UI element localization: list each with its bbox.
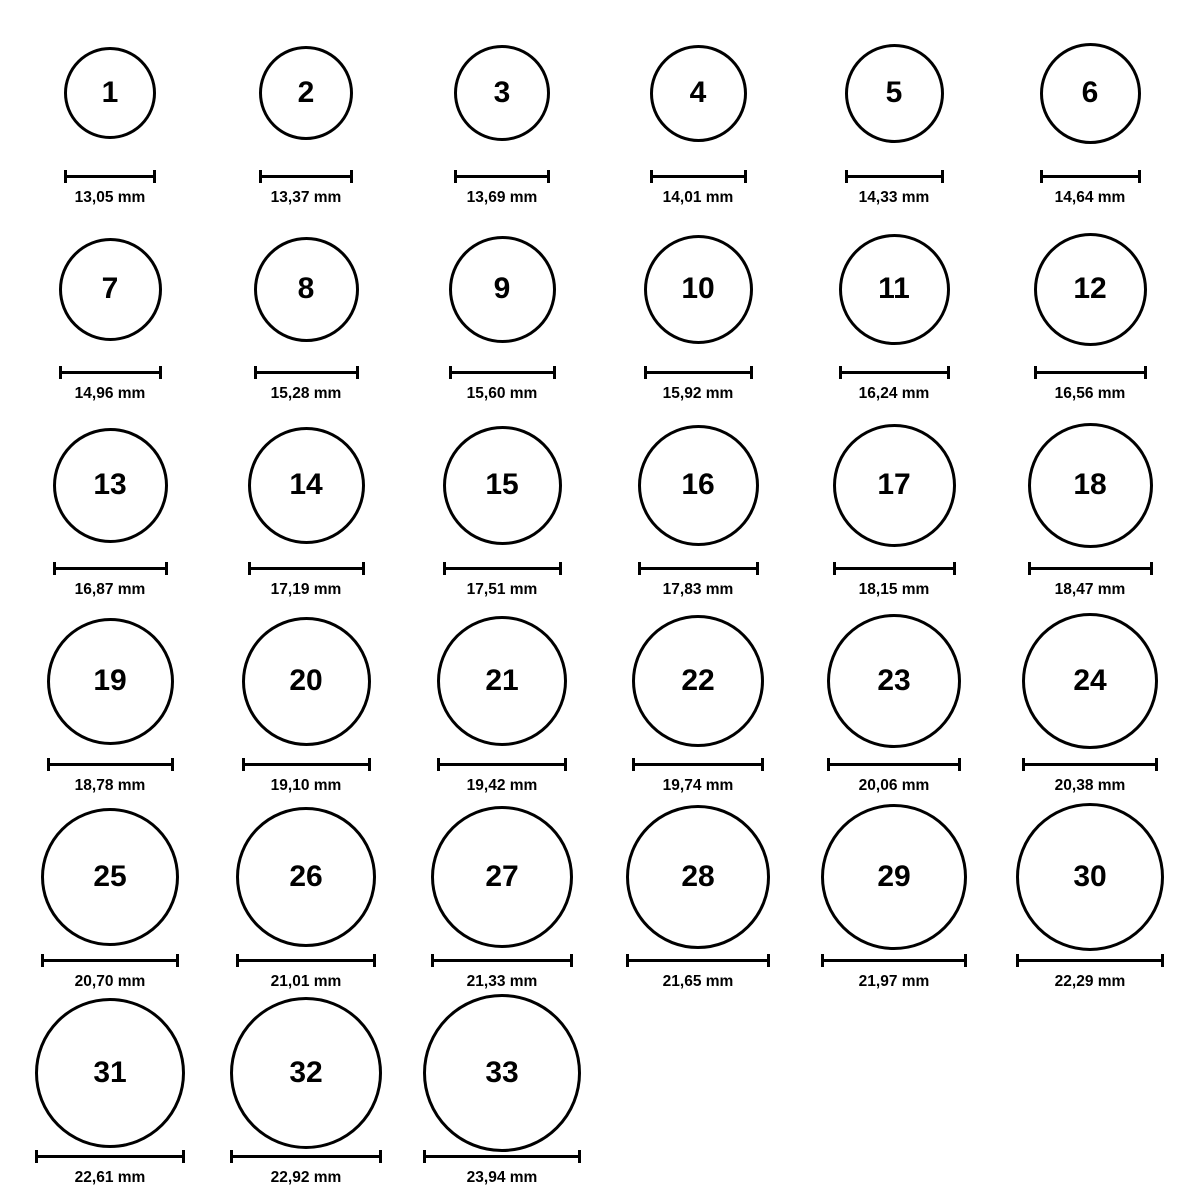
ring-circle-outline-icon [833,424,956,547]
ring-size-number: 4 [689,76,707,109]
circle-wrap [827,606,961,756]
diameter-label: 19,74 mm [662,777,734,794]
diameter-ruler-icon [59,366,162,378]
ring-size-number: 18 [1073,468,1107,501]
ring-circle-outline-icon [650,45,747,142]
ring-size-item [800,606,988,802]
ring-size-item [800,802,988,998]
ring-size-item [408,802,596,998]
diameter-ruler-icon [1016,954,1164,966]
circle-wrap [230,998,382,1148]
circle-wrap [839,214,950,364]
diameter-label: 21,97 mm [858,973,930,990]
diameter-ruler-icon [236,954,376,966]
ring-size-number: 19 [93,664,127,697]
diameter-label: 13,37 mm [270,189,342,206]
ring-size-item [604,606,792,802]
ring-circle-outline-icon [41,808,179,946]
ring-size-number: 10 [681,272,715,305]
diameter-ruler-icon [1022,758,1158,770]
diameter-ruler-icon [47,758,174,770]
circle-wrap [41,802,179,952]
diameter-ruler-icon [845,170,944,182]
circle-wrap [821,802,967,952]
ring-size-item [604,214,792,410]
ring-circle-outline-icon [839,234,950,345]
ring-size-number: 26 [289,860,323,893]
ring-size-item [212,998,400,1194]
circle-wrap [53,410,168,560]
diameter-ruler-icon [454,170,550,182]
ring-size-number: 2 [297,76,315,109]
circle-wrap [242,606,371,756]
ring-size-item [212,410,400,606]
diameter-ruler-icon [248,562,365,574]
ring-size-number: 12 [1073,272,1107,305]
ring-circle-outline-icon [64,47,156,139]
ruler-bar [632,763,764,766]
ring-circle-outline-icon [259,46,353,140]
ring-size-item [16,214,204,410]
ring-size-item [604,410,792,606]
ruler-bar [248,567,365,570]
ruler-bar [423,1155,581,1158]
ruler-bar [59,371,162,374]
ring-size-item [408,18,596,214]
ruler-bar [259,175,353,178]
ring-size-item [996,802,1184,998]
ring-circle-outline-icon [638,425,759,546]
diameter-label: 20,06 mm [858,777,930,794]
ring-size-number: 14 [289,468,323,501]
ring-circle-outline-icon [248,427,365,544]
diameter-ruler-icon [423,1150,581,1162]
ring-size-item [408,410,596,606]
ring-circle-outline-icon [437,616,567,746]
diameter-label: 16,24 mm [858,385,930,402]
diameter-ruler-icon [632,758,764,770]
diameter-ruler-icon [644,366,753,378]
diameter-label: 18,78 mm [74,777,146,794]
diameter-ruler-icon [254,366,359,378]
ruler-bar [64,175,156,178]
diameter-label: 17,83 mm [662,581,734,598]
ring-size-item [800,214,988,410]
diameter-label: 17,51 mm [466,581,538,598]
ring-circle-outline-icon [431,806,573,948]
circle-wrap [454,18,550,168]
ring-size-item [604,802,792,998]
ring-circle-outline-icon [35,998,185,1148]
ring-size-item [800,18,988,214]
ring-size-item [408,214,596,410]
ring-size-number: 15 [485,468,519,501]
ring-size-number: 7 [101,272,119,305]
ring-size-number: 11 [878,272,910,305]
ruler-bar [827,763,961,766]
ruler-bar [1028,567,1153,570]
ruler-bar [644,371,753,374]
diameter-ruler-icon [443,562,562,574]
diameter-ruler-icon [259,170,353,182]
diameter-ruler-icon [431,954,573,966]
diameter-label: 15,28 mm [270,385,342,402]
ring-circle-outline-icon [1028,423,1153,548]
diameter-ruler-icon [1034,366,1147,378]
ring-size-number: 21 [485,664,519,697]
ring-size-item [16,410,204,606]
ring-circle-outline-icon [821,804,967,950]
ring-size-number: 13 [93,468,127,501]
ruler-bar [1040,175,1141,178]
ring-size-grid [0,18,1200,1194]
ruler-bar [839,371,950,374]
ruler-bar [230,1155,382,1158]
diameter-ruler-icon [839,366,950,378]
ring-size-item [408,606,596,802]
circle-wrap [638,410,759,560]
ring-size-number: 24 [1073,664,1107,697]
circle-wrap [644,214,753,364]
ring-size-number: 17 [877,468,911,501]
ring-size-item [996,214,1184,410]
ring-size-number: 20 [289,664,323,697]
circle-wrap [236,802,376,952]
diameter-ruler-icon [449,366,556,378]
ruler-bar [821,959,967,962]
ring-circle-outline-icon [644,235,753,344]
ring-size-item [16,998,204,1194]
diameter-ruler-icon [1028,562,1153,574]
circle-wrap [1022,606,1158,756]
diameter-label: 17,19 mm [270,581,342,598]
ring-circle-outline-icon [632,615,764,747]
ruler-bar [638,567,759,570]
circle-wrap [423,998,581,1148]
ring-circle-outline-icon [626,805,770,949]
ruler-bar [1016,959,1164,962]
ring-circle-outline-icon [242,617,371,746]
diameter-ruler-icon [437,758,567,770]
circle-wrap [248,410,365,560]
ruler-bar [431,959,573,962]
diameter-label: 13,05 mm [74,189,146,206]
ruler-bar [242,763,371,766]
diameter-label: 21,65 mm [662,973,734,990]
circle-wrap [437,606,567,756]
diameter-label: 16,56 mm [1054,385,1126,402]
diameter-ruler-icon [41,954,179,966]
diameter-label: 18,47 mm [1054,581,1126,598]
ruler-bar [1034,371,1147,374]
diameter-label: 22,29 mm [1054,973,1126,990]
diameter-ruler-icon [821,954,967,966]
ring-circle-outline-icon [254,237,359,342]
ring-circle-outline-icon [47,618,174,745]
ring-circle-outline-icon [1040,43,1141,144]
diameter-ruler-icon [53,562,168,574]
ruler-bar [236,959,376,962]
ruler-bar [254,371,359,374]
diameter-label: 20,38 mm [1054,777,1126,794]
ruler-bar [47,763,174,766]
ring-circle-outline-icon [236,807,376,947]
ring-size-number: 5 [885,76,903,109]
ring-circle-outline-icon [454,45,550,141]
ring-size-number: 29 [877,860,911,893]
ring-size-item [212,606,400,802]
diameter-ruler-icon [35,1150,185,1162]
ring-size-item [996,606,1184,802]
ring-size-item [212,18,400,214]
diameter-label: 14,01 mm [662,189,734,206]
ruler-bar [53,567,168,570]
diameter-label: 15,60 mm [466,385,538,402]
circle-wrap [833,410,956,560]
ring-size-item [16,606,204,802]
ring-circle-outline-icon [845,44,944,143]
diameter-label: 14,33 mm [858,189,930,206]
diameter-label: 13,69 mm [466,189,538,206]
ruler-bar [449,371,556,374]
ring-circle-outline-icon [1034,233,1147,346]
ring-size-item [16,802,204,998]
diameter-label: 21,33 mm [466,973,538,990]
circle-wrap [1028,410,1153,560]
ring-size-number: 16 [681,468,715,501]
ring-size-item [408,998,596,1194]
circle-wrap [443,410,562,560]
diameter-label: 15,92 mm [662,385,734,402]
diameter-label: 21,01 mm [270,973,342,990]
circle-wrap [254,214,359,364]
ring-size-number: 22 [681,664,715,697]
circle-wrap [650,18,747,168]
diameter-label: 22,61 mm [74,1169,146,1186]
diameter-ruler-icon [650,170,747,182]
ruler-bar [35,1155,185,1158]
diameter-label: 14,64 mm [1054,189,1126,206]
ring-size-number: 31 [93,1056,127,1089]
ring-size-number: 1 [101,76,119,109]
circle-wrap [626,802,770,952]
ring-size-item [212,802,400,998]
circle-wrap [845,18,944,168]
ring-size-number: 8 [297,272,315,305]
ruler-bar [437,763,567,766]
ring-circle-outline-icon [827,614,961,748]
diameter-label: 19,42 mm [466,777,538,794]
ring-circle-outline-icon [443,426,562,545]
ring-circle-outline-icon [1016,803,1164,951]
diameter-ruler-icon [230,1150,382,1162]
diameter-ruler-icon [626,954,770,966]
diameter-label: 16,87 mm [74,581,146,598]
circle-wrap [1034,214,1147,364]
ruler-bar [443,567,562,570]
circle-wrap [1016,802,1164,952]
diameter-ruler-icon [1040,170,1141,182]
diameter-ruler-icon [242,758,371,770]
diameter-label: 20,70 mm [74,973,146,990]
diameter-ruler-icon [827,758,961,770]
ruler-bar [454,175,550,178]
circle-wrap [449,214,556,364]
ring-size-item [16,18,204,214]
ring-size-number: 33 [485,1056,519,1089]
ring-size-number: 3 [493,76,511,109]
ring-circle-outline-icon [423,994,581,1152]
diameter-ruler-icon [833,562,956,574]
ruler-bar [845,175,944,178]
ring-circle-outline-icon [59,238,162,341]
ring-circle-outline-icon [230,997,382,1149]
diameter-ruler-icon [64,170,156,182]
circle-wrap [47,606,174,756]
ring-size-number: 28 [681,860,715,893]
diameter-label: 22,92 mm [270,1169,342,1186]
circle-wrap [1040,18,1141,168]
diameter-label: 14,96 mm [74,385,146,402]
ring-size-item [604,18,792,214]
ruler-bar [833,567,956,570]
ruler-bar [650,175,747,178]
ring-size-number: 32 [289,1056,323,1089]
diameter-label: 19,10 mm [270,777,342,794]
ring-size-number: 6 [1081,76,1099,109]
ring-size-item [800,410,988,606]
ring-size-item [996,410,1184,606]
ring-circle-outline-icon [449,236,556,343]
circle-wrap [64,18,156,168]
circle-wrap [431,802,573,952]
ring-circle-outline-icon [53,428,168,543]
circle-wrap [632,606,764,756]
diameter-label: 23,94 mm [466,1169,538,1186]
diameter-label: 18,15 mm [858,581,930,598]
ring-size-number: 23 [877,664,911,697]
ring-size-number: 30 [1073,860,1107,893]
ring-circle-outline-icon [1022,613,1158,749]
diameter-ruler-icon [638,562,759,574]
ruler-bar [626,959,770,962]
ring-size-number: 9 [493,272,511,305]
circle-wrap [59,214,162,364]
ring-size-item [212,214,400,410]
circle-wrap [259,18,353,168]
ring-size-number: 27 [485,860,519,893]
ruler-bar [41,959,179,962]
ruler-bar [1022,763,1158,766]
ring-size-number: 25 [93,860,127,893]
ring-size-item [996,18,1184,214]
circle-wrap [35,998,185,1148]
